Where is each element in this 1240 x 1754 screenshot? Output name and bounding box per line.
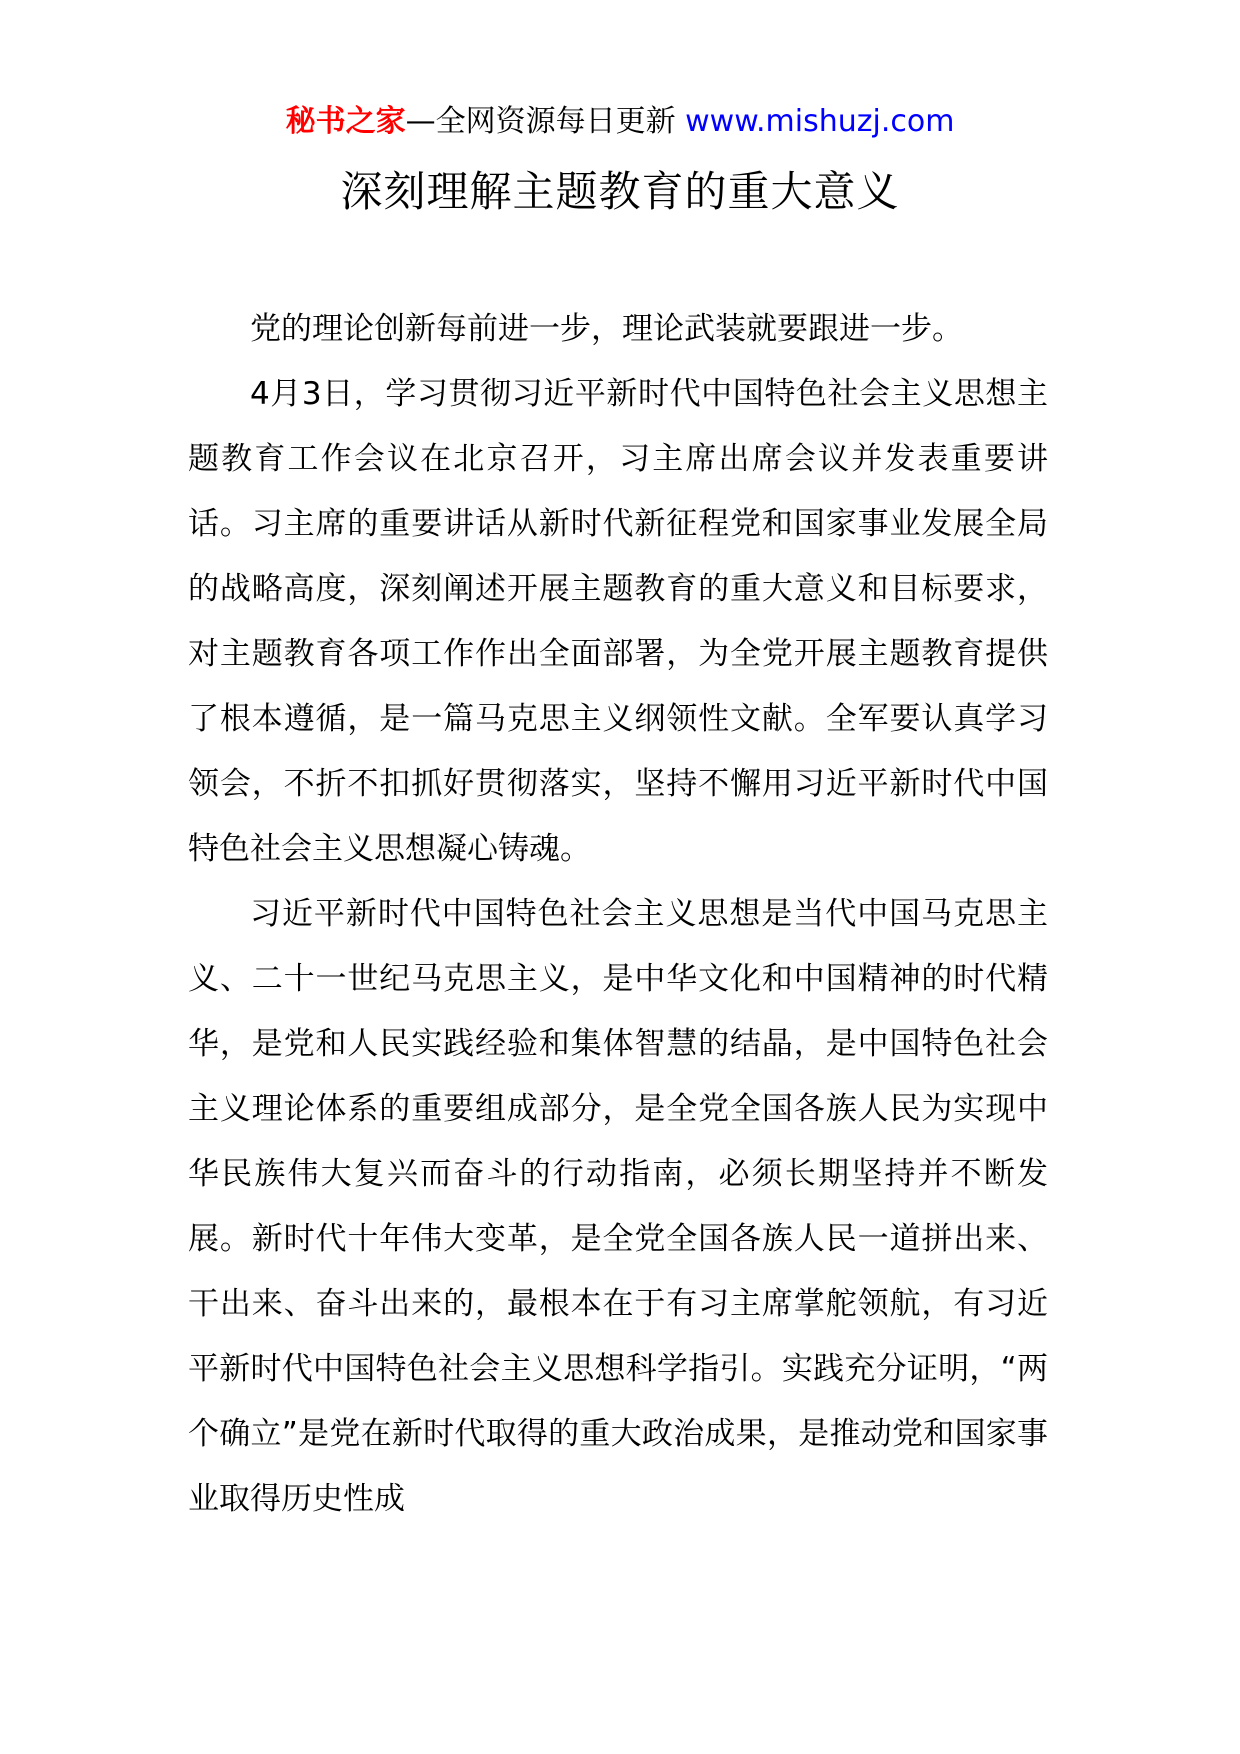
paragraph: 4月3日，学习贯彻习近平新时代中国特色社会主义思想主题教育工作会议在北京召开，习主席出席会议并发表重要讲话。习主席的重要讲话从新时代新征程党和国家事业发展全局的战略高度，深刻阐述开展主题教育的重大意义和目标要求，对主题教育各项工作作出全面部署，为全党开展主题教育提供了根本遵循，是一篇马克思主义纲领性文献。全军要认真学习领会，不折不扣抓好贯彻落实，坚持不懈用习近平新时代中国特色社会主义思想凝心铸魂。 bbox=[188, 376, 1048, 867]
document-body bbox=[188, 297, 1048, 1532]
paragraph: 党的理论创新每前进一步，理论武装就要跟进一步。 bbox=[250, 311, 963, 347]
document-title: 深刻理解主题教育的重大意义 bbox=[340, 167, 900, 216]
site-brand: 秘书之家 bbox=[285, 104, 406, 139]
site-tagline: —全网资源每日更新 bbox=[405, 104, 676, 139]
site-header bbox=[0, 100, 1240, 144]
paragraph: 习近平新时代中国特色社会主义思想是当代中国马克思主义、二十一世纪马克思主义，是中华文化和中国精神的时代精华，是党和人民实践经验和集体智慧的结晶，是中国特色社会主义理论体系的重要组成部分，是全党全国各族人民为实现中华民族伟大复兴而奋斗的行动指南，必须长期坚持并不断发展。新时代十年伟大变革，是全党全国各族人民一道拼出来、干出来、奋斗出来的，最根本在于有习主席掌舵领航，有习近平新时代中国特色社会主义思想科学指引。实践充分证明，“两个确立”是党在新时代取得的重大政治成果，是推动党和国家事业取得历史性成 bbox=[188, 896, 1048, 1517]
site-url-link[interactable]: www.mishuzj.com bbox=[685, 104, 955, 139]
